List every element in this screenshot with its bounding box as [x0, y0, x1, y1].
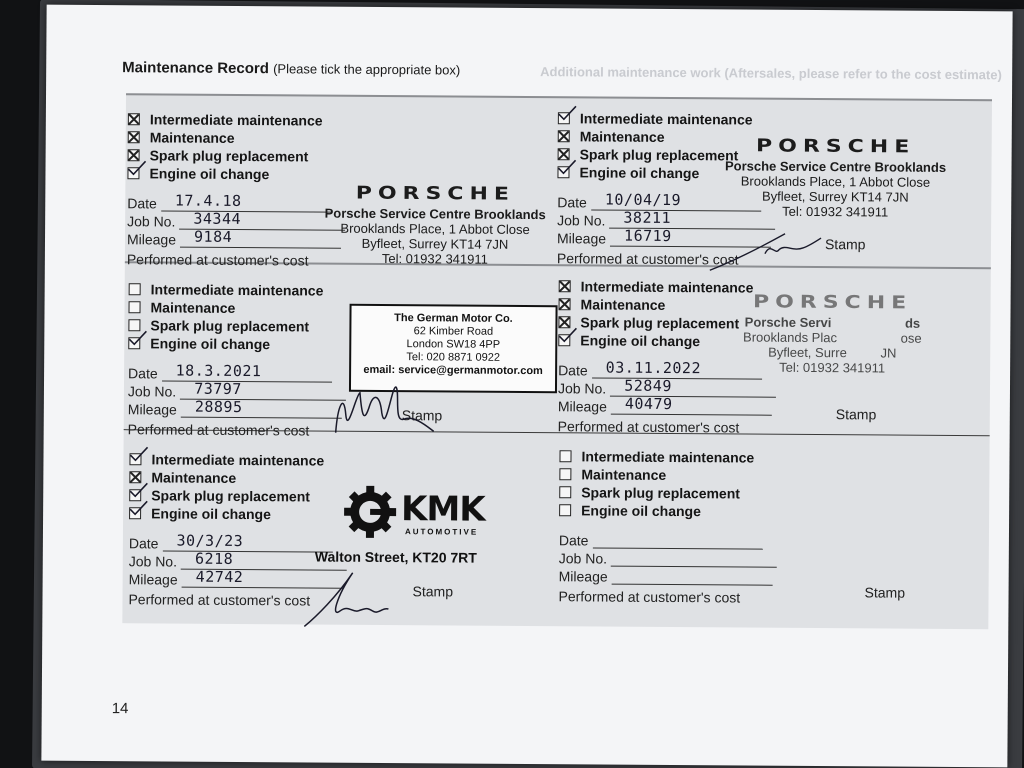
checkbox-row-intermediate[interactable] — [129, 451, 324, 468]
stamp-phone: Tel: 01932 341911 — [782, 203, 889, 220]
performed-at-cost-label: Performed at customer's cost — [557, 418, 740, 436]
field-label: Mileage — [557, 398, 607, 415]
stamp-address-1: Brooklands Place, 1 Abbot Close — [740, 173, 931, 190]
checkbox-label: Maintenance — [149, 129, 235, 146]
handwritten-date: 18.3.2021 — [175, 361, 262, 381]
checkbox-intermediate[interactable] — [559, 280, 571, 292]
checkbox-row-maintenance[interactable] — [559, 296, 666, 313]
handwritten-job: 38211 — [623, 208, 672, 228]
handwritten-mileage: 16719 — [624, 226, 672, 246]
checkbox-row-maintenance[interactable] — [129, 469, 236, 486]
stamp-dealer-name: The German Motor Co. — [394, 312, 513, 325]
checkbox-label: Spark plug replacement — [150, 317, 310, 335]
page-number: 14 — [111, 700, 129, 718]
checkbox-maintenance[interactable] — [129, 471, 141, 483]
porsche-logo: PORSCHE — [756, 136, 916, 158]
kmk-subtitle: AUTOMOTIVE — [404, 527, 479, 537]
handwritten-date: 03.11.2022 — [605, 358, 702, 378]
page-title — [122, 59, 460, 78]
handwritten-job: 34344 — [193, 209, 242, 228]
checkbox-label: Maintenance — [581, 466, 667, 483]
checkbox-label: Engine oil change — [149, 165, 270, 183]
field-label: Mileage — [128, 571, 178, 588]
checkbox-intermediate[interactable] — [129, 453, 141, 465]
porsche-stamp-1 — [315, 181, 556, 268]
stamp-address-1: Brooklands Plac — [743, 329, 838, 346]
field-label: Job No. — [557, 212, 606, 229]
checkbox-intermediate[interactable] — [128, 113, 140, 125]
field-label: Job No. — [128, 553, 178, 570]
field-label: Date — [557, 194, 587, 211]
field-label: Date — [128, 365, 158, 382]
stamp-phone: Tel: 01932 341911 — [381, 250, 488, 267]
title-bold: Maintenance Record — [122, 59, 269, 78]
checkbox-label: Engine oil change — [151, 505, 271, 523]
stamp-email: email: service@germanmotor.com — [363, 363, 543, 378]
checkbox-label: Intermediate maintenance — [579, 110, 753, 128]
field-label: Mileage — [127, 401, 177, 418]
booklet-page — [41, 5, 1012, 768]
stamp-dealer-name: Porsche Service Centre Brooklands — [724, 158, 947, 175]
stamp-address-2: Byfleet, Surre — [768, 344, 847, 361]
handwritten-job: 52849 — [624, 376, 672, 396]
handwritten-date: 17.4.18 — [174, 191, 242, 211]
record-block-6 — [558, 448, 979, 621]
checkbox-row-oil[interactable] — [557, 164, 699, 181]
field-label: Date — [558, 362, 588, 379]
porsche-logo: PORSCHE — [355, 183, 516, 205]
checkbox-spark[interactable] — [129, 489, 141, 501]
checkbox-oil[interactable] — [129, 507, 141, 519]
checkbox-label: Maintenance — [151, 469, 237, 486]
porsche-logo: PORSCHE — [752, 292, 913, 314]
checkbox-intermediate[interactable] — [129, 283, 141, 295]
checkbox-label: Spark plug replacement — [151, 487, 310, 505]
stamp-phone: Tel: 020 8871 0922 — [406, 351, 501, 364]
checkbox-intermediate[interactable] — [559, 450, 571, 462]
checkbox-spark[interactable] — [128, 319, 140, 331]
checkbox-label: Maintenance — [580, 296, 666, 313]
stamp-label-4: Stamp — [835, 406, 877, 423]
checkbox-row-maintenance[interactable] — [558, 128, 665, 145]
checkbox-maintenance[interactable] — [559, 468, 571, 480]
handwritten-mileage: 40479 — [624, 394, 673, 414]
checkbox-label: Intermediate maintenance — [581, 448, 755, 466]
stamp-label-5: Stamp — [412, 583, 454, 600]
field-label: Date — [128, 535, 159, 552]
checkbox-row-spark[interactable] — [559, 484, 740, 501]
stamp-address-2-tail: JN — [880, 345, 897, 361]
checkbox-label: Engine oil change — [150, 335, 271, 353]
field-label: Job No. — [558, 550, 608, 567]
handwritten-mileage: 28895 — [194, 397, 243, 417]
kmk-stamp — [314, 485, 574, 577]
checkbox-row-spark[interactable] — [558, 146, 739, 163]
checkbox-oil[interactable] — [127, 167, 139, 179]
checkbox-maintenance[interactable] — [559, 298, 571, 310]
performed-at-cost-label: Performed at customer's cost — [127, 421, 310, 439]
field-label: Mileage — [556, 230, 607, 247]
field-label: Date — [127, 195, 157, 212]
checkbox-row-oil[interactable] — [129, 505, 271, 522]
kmk-address: Walton Street, KT20 7RT — [314, 548, 477, 566]
checkbox-maintenance[interactable] — [128, 301, 140, 313]
german-motor-stamp — [349, 304, 558, 393]
checkbox-row-oil[interactable] — [558, 332, 700, 349]
checkbox-row-oil[interactable] — [559, 502, 701, 519]
checkbox-label: Maintenance — [579, 128, 665, 145]
checkbox-spark[interactable] — [128, 149, 140, 161]
field-label: Date — [558, 532, 589, 549]
checkbox-label: Intermediate maintenance — [580, 278, 754, 296]
checkbox-row-maintenance[interactable] — [128, 129, 235, 146]
checkbox-oil[interactable] — [128, 337, 140, 349]
stamp-dealer-name: Porsche Servi — [744, 314, 832, 331]
stamp-address-1: Brooklands Place, 1 Abbot Close — [340, 220, 530, 238]
porsche-stamp-3 — [712, 289, 953, 376]
bleed-through-text: Additional maintenance work (Aftersales, please refer to the cost estimate) — [540, 64, 1002, 83]
checkbox-label: Intermediate maintenance — [149, 111, 323, 129]
performed-at-cost-label: Performed at customer's cost — [128, 591, 311, 609]
field-job[interactable] — [127, 209, 345, 231]
field-mileage[interactable] — [556, 226, 771, 247]
kmk-wordmark: KMK — [400, 489, 485, 530]
performed-at-cost-label: Performed at customer's cost — [558, 588, 741, 606]
checkbox-row-spark[interactable] — [128, 147, 309, 164]
checkbox-label: Spark plug replacement — [579, 146, 739, 164]
checkbox-label: Engine oil change — [580, 332, 701, 350]
field-mileage[interactable] — [559, 568, 773, 585]
field-label: Job No. — [127, 213, 176, 230]
checkbox-oil[interactable] — [557, 166, 569, 178]
stamp-dealer-name-tail: ds — [904, 315, 921, 331]
stamp-address-2: Byfleet, Surrey KT14 7JN — [761, 188, 909, 205]
checkbox-spark[interactable] — [558, 148, 570, 160]
kmk-gear-logo-icon — [343, 485, 397, 539]
checkbox-row-intermediate[interactable] — [558, 110, 753, 127]
checkbox-row-maintenance[interactable] — [559, 466, 666, 483]
checkbox-label: Engine oil change — [579, 164, 700, 182]
field-mileage[interactable] — [557, 394, 772, 415]
handwritten-job: 73797 — [194, 379, 242, 399]
checkbox-label: Engine oil change — [581, 502, 701, 520]
checkbox-maintenance[interactable] — [128, 131, 140, 143]
checkbox-label: Spark plug replacement — [149, 147, 309, 165]
field-label: Job No. — [557, 380, 607, 397]
stamp-phone: Tel: 01932 341911 — [779, 359, 886, 376]
field-mileage[interactable] — [126, 227, 341, 248]
checkbox-oil[interactable] — [558, 334, 570, 346]
stamp-label-2: Stamp — [824, 236, 866, 253]
checkbox-row-maintenance[interactable] — [128, 299, 235, 316]
checkbox-row-spark[interactable] — [129, 487, 310, 504]
field-date[interactable] — [559, 532, 763, 549]
field-job[interactable] — [559, 550, 777, 568]
handwritten-date: 10/04/19 — [604, 190, 682, 210]
checkbox-label: Spark plug replacement — [580, 314, 740, 332]
field-label: Mileage — [558, 568, 608, 585]
stamp-address-1: 62 Kimber Road — [413, 325, 494, 338]
handwritten-job: 6218 — [194, 549, 234, 568]
checkbox-label: Maintenance — [150, 299, 236, 316]
stamp-address-2: London SW18 4PP — [406, 338, 501, 351]
handwritten-date: 30/3/23 — [176, 531, 244, 551]
checkbox-label: Intermediate maintenance — [150, 281, 324, 299]
checkbox-maintenance[interactable] — [558, 130, 570, 142]
checkbox-row-oil[interactable] — [128, 335, 270, 352]
stamp-label-3: Stamp — [401, 407, 443, 424]
field-label: Job No. — [127, 383, 177, 400]
stamp-dealer-name: Porsche Service Centre Brooklands — [324, 205, 546, 223]
checkbox-row-intermediate[interactable] — [128, 111, 323, 128]
stamp-label-6: Stamp — [864, 584, 906, 601]
performed-at-cost-label: Performed at customer's cost — [556, 250, 739, 268]
checkbox-label: Spark plug replacement — [581, 484, 741, 502]
checkbox-row-spark[interactable] — [128, 317, 309, 334]
stamp-address-1-tail: ose — [900, 330, 922, 346]
stamp-address-2: Byfleet, Surrey KT14 7JN — [361, 235, 509, 252]
checkbox-intermediate[interactable] — [558, 112, 570, 124]
field-mileage[interactable] — [128, 567, 343, 588]
title-note: (Please tick the appropriate box) — [273, 61, 461, 78]
porsche-stamp-2 — [715, 133, 956, 220]
checkbox-spark[interactable] — [558, 316, 570, 328]
field-mileage[interactable] — [127, 397, 342, 418]
checkbox-row-intermediate[interactable] — [559, 448, 754, 465]
field-label: Mileage — [126, 231, 177, 248]
performed-at-cost-label: Performed at customer's cost — [126, 251, 309, 269]
handwritten-mileage: 42742 — [195, 567, 244, 587]
checkbox-row-oil[interactable] — [127, 165, 269, 182]
checkbox-row-intermediate[interactable] — [129, 281, 324, 298]
checkbox-label: Intermediate maintenance — [151, 451, 325, 469]
handwritten-mileage: 9184 — [194, 227, 233, 246]
